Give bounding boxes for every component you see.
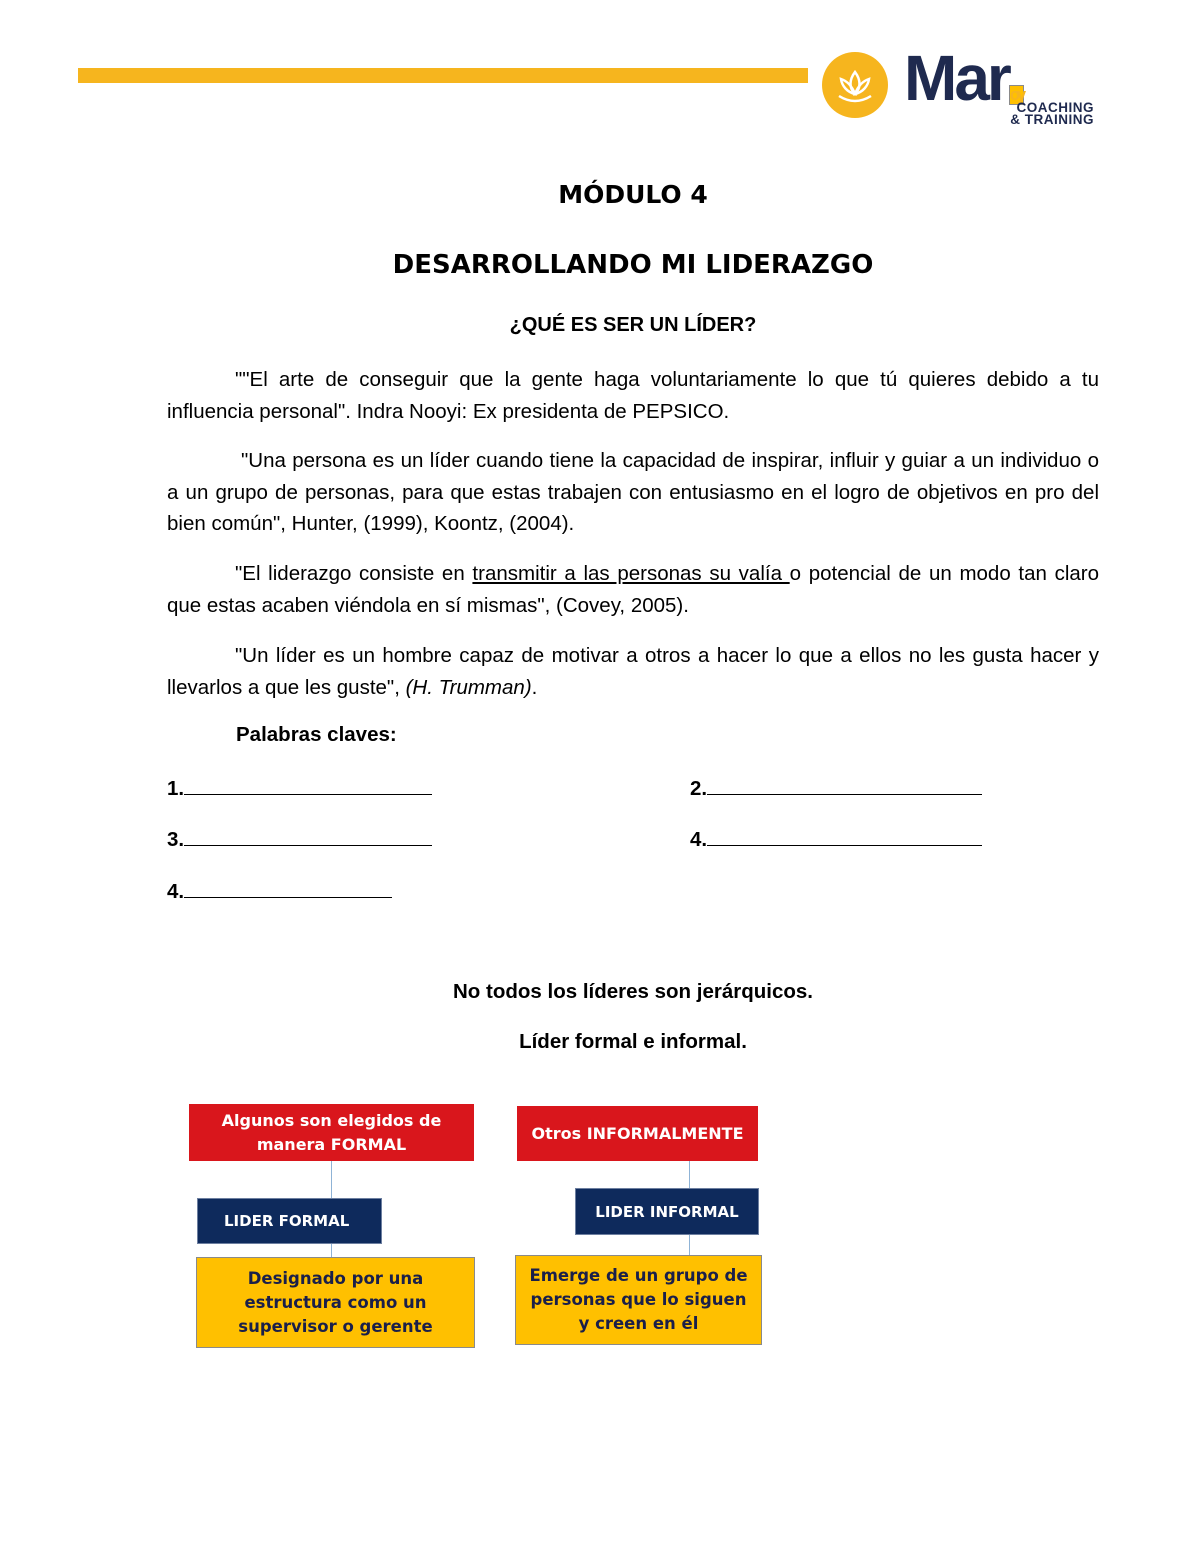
note-hierarchy: No todos los líderes son jerárquicos. xyxy=(453,980,813,1003)
quote-4-author: (H. Trumman) xyxy=(405,675,532,699)
quote-paragraph-3 xyxy=(167,558,1099,621)
keyword-blank-line[interactable] xyxy=(707,776,982,795)
informal-selection-box: Otros INFORMALMENTE xyxy=(517,1106,758,1161)
keyword-field-4[interactable] xyxy=(690,827,982,852)
quote-4-end: . xyxy=(531,675,538,699)
connector-informal-bottom xyxy=(689,1235,690,1256)
header-accent-bar xyxy=(78,68,808,83)
keyword-field-1[interactable] xyxy=(167,776,432,801)
keyword-number: 4. xyxy=(167,880,185,903)
keyword-field-5[interactable] xyxy=(167,879,392,904)
informal-description-box: Emerge de un grupo de personas que lo siguen y creen en él xyxy=(515,1255,762,1345)
keyword-blank-line[interactable] xyxy=(184,879,392,898)
keyword-field-2[interactable] xyxy=(690,776,982,801)
keyword-blank-line[interactable] xyxy=(707,827,982,846)
keyword-number: 4. xyxy=(690,828,708,851)
connector-formal-bottom xyxy=(331,1244,332,1258)
keyword-field-3[interactable] xyxy=(167,827,432,852)
keyword-blank-line[interactable] xyxy=(184,776,432,795)
section-title: DESARROLLANDO MI LIDERAZGO xyxy=(392,250,874,280)
keywords-title: Palabras claves: xyxy=(236,723,397,746)
logo-wordmark: Maroy xyxy=(904,42,1024,114)
quote-3-start: "El liderazgo consiste en xyxy=(235,562,473,585)
formal-selection-box: Algunos son elegidos de manera FORMAL xyxy=(189,1104,474,1161)
formal-leader-box: LIDER FORMAL xyxy=(197,1198,382,1244)
module-title: MÓDULO 4 xyxy=(558,180,708,209)
quote-3-underlined: transmitir a las personas su valía xyxy=(472,562,790,585)
keyword-number: 1. xyxy=(167,777,185,800)
logo-subtitle-line1: COACHING xyxy=(1016,100,1094,115)
keyword-blank-line[interactable] xyxy=(184,827,432,846)
formal-description-box: Designado por una estructura como un supervisor o gerente xyxy=(196,1257,475,1348)
quote-paragraph-2: "Una persona es un líder cuando tiene la capacidad de inspirar, influir y guiar a un individuo o a un grupo de personas, para que estas trabajen con entusiasmo en el logro de objetivos en pro del bien común", Hunter, (1999), Koontz, (2004). xyxy=(167,449,1099,535)
connector-informal-top xyxy=(689,1160,690,1188)
quote-paragraph-1: ""El arte de conseguir que la gente haga voluntariamente lo que tú quieres debido a tu influencia personal". Indra Nooyi: Ex presidenta de PEPSICO. xyxy=(167,368,1099,423)
question-heading: ¿QUÉ ES SER UN LÍDER? xyxy=(509,314,757,336)
keyword-number: 2. xyxy=(690,777,708,800)
quote-3-end: o potencial de un modo tan claro que estas acaben viéndola en sí mismas", (Covey, 2005). xyxy=(167,562,1100,617)
keyword-number: 3. xyxy=(167,828,185,851)
brand-logo xyxy=(822,44,1112,134)
note-formal-informal: Líder formal e informal. xyxy=(519,1030,747,1053)
logo-subtitle-line2: & TRAINING xyxy=(1010,112,1094,127)
quote-paragraph-4 xyxy=(167,640,1099,703)
connector-formal-top xyxy=(331,1160,332,1198)
lotus-icon xyxy=(822,52,888,118)
quote-4-start: "Un líder es un hombre capaz de motivar a otros a hacer lo que a ellos no les gusta hacer y llevarlos a que les guste", xyxy=(167,644,1099,699)
informal-leader-box: LIDER INFORMAL xyxy=(575,1188,759,1235)
